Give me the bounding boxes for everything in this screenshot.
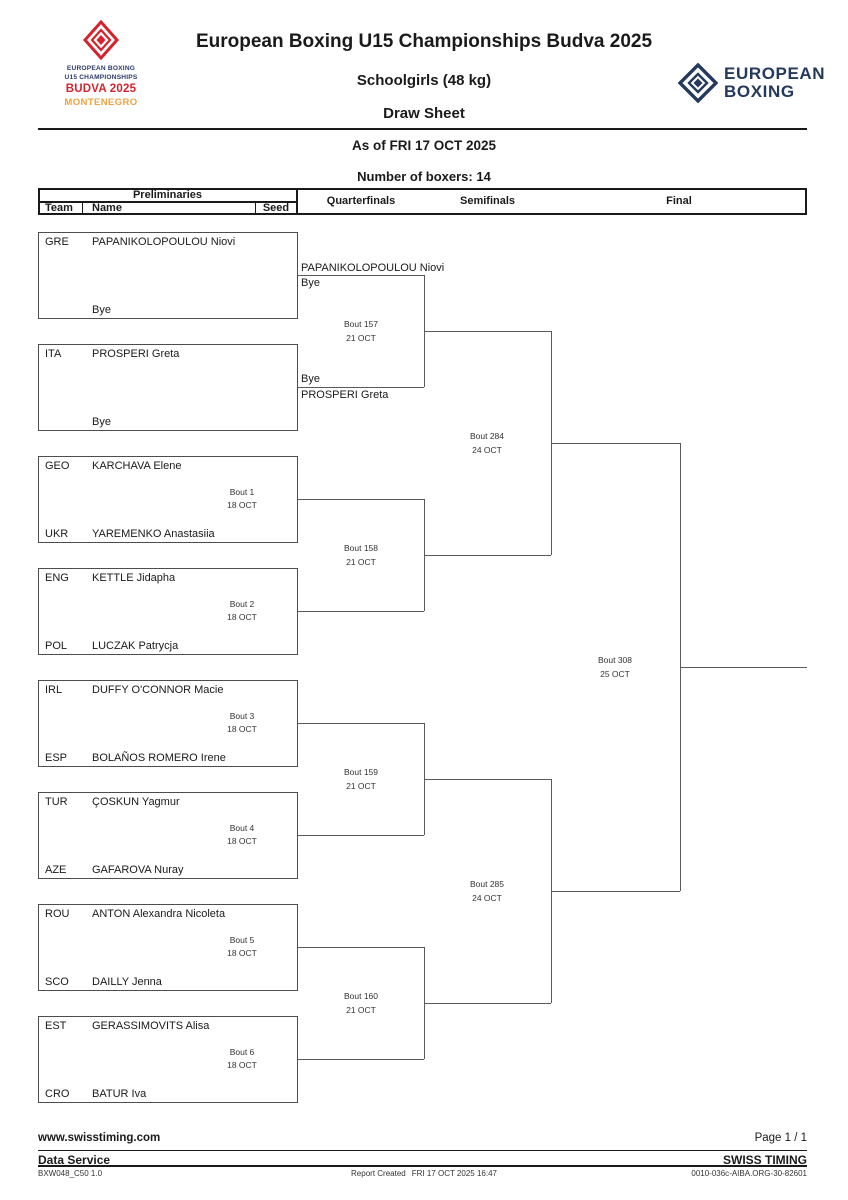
qf-bout-label: Bout 160 21 OCT bbox=[343, 991, 379, 1015]
sf-bout-label: Bout 285 24 OCT bbox=[469, 879, 505, 903]
qf-winner-line bbox=[424, 331, 551, 332]
team-code: ITA bbox=[45, 348, 62, 360]
qf-bout-label: Bout 159 21 OCT bbox=[343, 767, 379, 791]
boxer-name: BOLAÑOS ROMERO Irene bbox=[92, 752, 226, 764]
footer-website: www.swisstiming.com bbox=[38, 1132, 161, 1144]
page-title: European Boxing U15 Championships Budva 2025 bbox=[195, 31, 653, 52]
column-header-semifinals: Semifinals bbox=[459, 195, 516, 207]
qf-slot-bye-note: Bye bbox=[301, 277, 320, 289]
column-header-name: Name bbox=[92, 202, 122, 214]
sf-winner-line bbox=[551, 443, 680, 444]
bout-label: Bout 3 18 OCT bbox=[227, 711, 257, 734]
boxer-name: Bye bbox=[92, 416, 111, 428]
footer-report-code: 0010-036c-AIBA.ORG-30-82601 bbox=[691, 1169, 807, 1178]
column-header-team: Team bbox=[45, 202, 73, 214]
prelim-match-box-2 bbox=[38, 344, 298, 431]
championship-logo-city: BUDVA 2025 bbox=[65, 83, 137, 96]
qf-winner-line bbox=[424, 1003, 551, 1004]
qf-winner-line bbox=[424, 555, 551, 556]
boxer-name: GERASSIMOVITS Alisa bbox=[92, 1020, 210, 1032]
footer-divider bbox=[38, 1165, 807, 1167]
team-code: EST bbox=[45, 1020, 67, 1032]
championship-logo-country: MONTENEGRO bbox=[64, 96, 138, 108]
qf-entrant-line bbox=[298, 387, 424, 388]
qf-bout-label: Bout 157 21 OCT bbox=[343, 319, 379, 343]
column-header-preliminaries: Preliminaries bbox=[132, 189, 203, 201]
footer-divider bbox=[38, 1150, 807, 1151]
championship-logo-text: EUROPEAN BOXING bbox=[66, 65, 136, 72]
boxer-name: ÇOSKUN Yagmur bbox=[92, 796, 180, 808]
prelim-match-box-3 bbox=[38, 456, 298, 543]
qf-entrant-line bbox=[298, 499, 424, 500]
qf-slot-bye-note: Bye bbox=[301, 373, 320, 385]
footer-doc-code: BXW048_C50 1.0 bbox=[38, 1169, 103, 1178]
prelim-match-box-5 bbox=[38, 680, 298, 767]
as-of-date: As of FRI 17 OCT 2025 bbox=[351, 138, 497, 153]
weight-class-title: Schoolgirls (48 kg) bbox=[356, 72, 492, 89]
sheet-title: Draw Sheet bbox=[383, 105, 465, 122]
sf-winner-line bbox=[551, 891, 680, 892]
qf-entrant-line bbox=[298, 723, 424, 724]
boxer-name: YAREMENKO Anastasiia bbox=[92, 528, 215, 540]
final-winner-line bbox=[680, 667, 807, 668]
boxer-name: DAILLY Jenna bbox=[92, 976, 162, 988]
column-header-seed: Seed bbox=[262, 202, 290, 214]
boxer-count: Number of boxers: 14 bbox=[357, 169, 491, 184]
qf-slot-boxer-name: PROSPERI Greta bbox=[301, 389, 389, 401]
boxer-name: PAPANIKOLOPOULOU Niovi bbox=[92, 236, 236, 248]
boxer-name: PROSPERI Greta bbox=[92, 348, 180, 360]
team-code: POL bbox=[45, 640, 68, 652]
boxer-name: KETTLE Jidapha bbox=[92, 572, 176, 584]
final-bout-label: Bout 308 25 OCT bbox=[597, 655, 633, 679]
qf-entrant-line bbox=[298, 835, 424, 836]
column-header-final: Final bbox=[666, 195, 692, 207]
sf-bout-label: Bout 284 24 OCT bbox=[469, 431, 505, 455]
bout-label: Bout 2 18 OCT bbox=[227, 599, 257, 622]
european-boxing-logo-text: EUROPEAN BOXING bbox=[724, 64, 826, 101]
team-code: AZE bbox=[45, 864, 67, 876]
qf-entrant-line bbox=[298, 1059, 424, 1060]
european-boxing-logo bbox=[678, 63, 825, 103]
boxer-name: ANTON Alexandra Nicoleta bbox=[92, 908, 226, 920]
page-indicator: Page 1 / 1 bbox=[754, 1132, 807, 1144]
team-code: CRO bbox=[45, 1088, 70, 1100]
footer-report-created: Report Created FRI 17 OCT 2025 16:47 bbox=[351, 1169, 497, 1178]
column-header-quarterfinals: Quarterfinals bbox=[326, 195, 396, 207]
footer-brand: SWISS TIMING bbox=[723, 1153, 807, 1167]
team-code: UKR bbox=[45, 528, 69, 540]
qf-entrant-line bbox=[298, 275, 424, 276]
team-code: ENG bbox=[45, 572, 69, 584]
bout-label: Bout 1 18 OCT bbox=[227, 487, 257, 510]
team-code: SCO bbox=[45, 976, 69, 988]
bout-label: Bout 4 18 OCT bbox=[227, 823, 257, 846]
team-code: GRE bbox=[45, 236, 69, 248]
qf-entrant-line bbox=[298, 947, 424, 948]
championship-logo-text: U15 CHAMPIONSHIPS bbox=[64, 73, 138, 81]
bout-label: Bout 6 18 OCT bbox=[227, 1047, 257, 1070]
prelim-match-box-8 bbox=[38, 1016, 298, 1103]
footer-service-label: Data Service bbox=[38, 1153, 111, 1167]
boxer-name: BATUR Iva bbox=[92, 1088, 147, 1100]
team-code: ROU bbox=[45, 908, 70, 920]
boxer-name: Bye bbox=[92, 304, 111, 316]
qf-winner-line bbox=[424, 779, 551, 780]
qf-entrant-line bbox=[298, 611, 424, 612]
prelim-match-box-1 bbox=[38, 232, 298, 319]
bout-label: Bout 5 18 OCT bbox=[227, 935, 257, 958]
prelim-match-box-7 bbox=[38, 904, 298, 991]
team-code: TUR bbox=[45, 796, 68, 808]
boxer-name: LUCZAK Patrycja bbox=[92, 640, 179, 652]
team-code: ESP bbox=[45, 752, 68, 764]
prelim-match-box-4 bbox=[38, 568, 298, 655]
team-code: GEO bbox=[45, 460, 70, 472]
qf-slot-boxer-name: PAPANIKOLOPOULOU Niovi bbox=[301, 262, 445, 274]
qf-bout-label: Bout 158 21 OCT bbox=[343, 543, 379, 567]
prelim-match-box-6 bbox=[38, 792, 298, 879]
team-code: IRL bbox=[45, 684, 63, 696]
european-boxing-diamond-icon bbox=[678, 63, 718, 103]
header-divider bbox=[38, 128, 807, 130]
boxer-name: GAFAROVA Nuray bbox=[92, 864, 184, 876]
boxer-name: KARCHAVA Elene bbox=[92, 460, 182, 472]
column-divider bbox=[82, 202, 83, 215]
boxer-name: DUFFY O'CONNOR Macie bbox=[92, 684, 224, 696]
